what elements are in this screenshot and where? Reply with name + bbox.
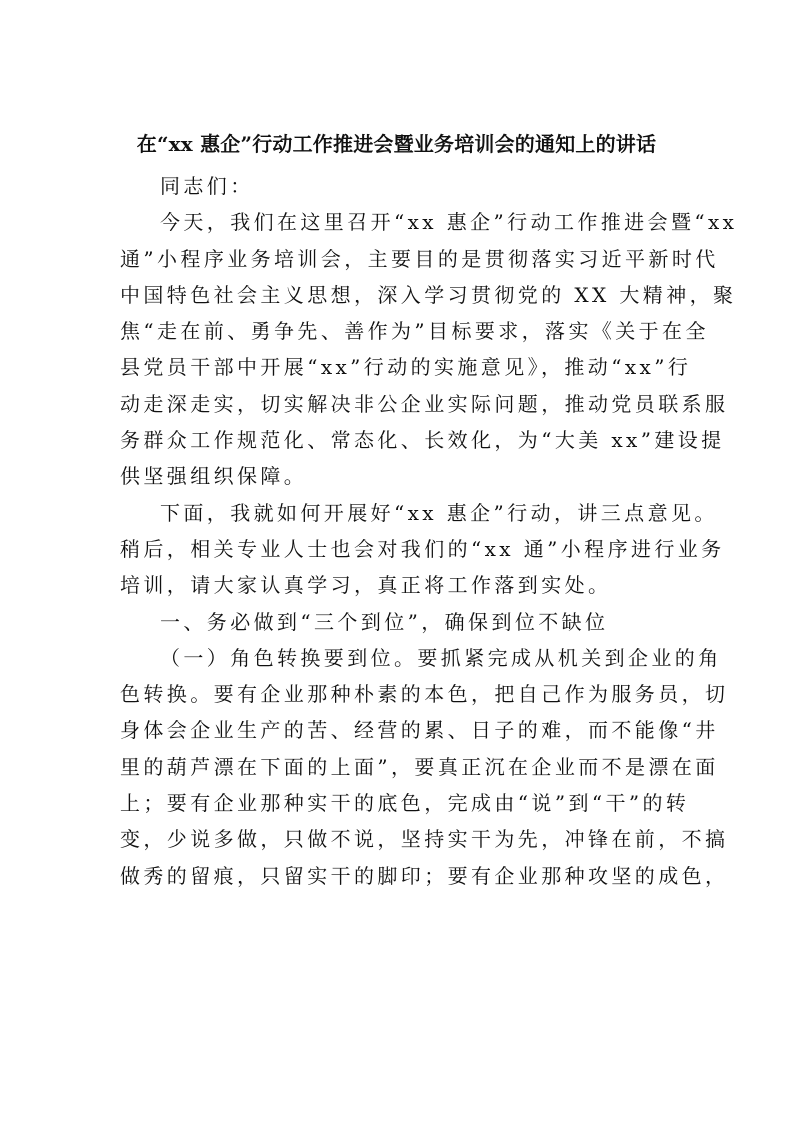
- paragraph-line: 务群众工作规范化、常态化、长效化，为“大美 xx”建设提: [120, 428, 725, 453]
- paragraph-line: 下面，我就如何开展好“xx 惠企”行动，讲三点意见。: [160, 500, 718, 525]
- paragraph-2: [120, 495, 725, 604]
- paragraph-1: [120, 204, 738, 494]
- paragraph-line: 上；要有企业那种实干的底色，完成由“说”到“干”的转: [120, 791, 690, 816]
- paragraph-line: 色转换。要有企业那种朴素的本色，把自己作为服务员，切: [120, 682, 729, 707]
- paragraph-line: 培训，请大家认真学习，真正将工作落到实处。: [120, 573, 612, 598]
- paragraph-3: [120, 640, 729, 894]
- paragraph-line: 县党员干部中开展“xx”行动的实施意见》，推动“xx”行: [120, 355, 692, 380]
- paragraph-line: 焦“走在前、勇争先、善作为”目标要求，落实《关于在全: [120, 319, 709, 344]
- paragraph-line: 供坚强组织保障。: [120, 464, 308, 489]
- greeting-line: 同志们：: [160, 174, 254, 198]
- paragraph-line: 变，少说多做，只做不说，坚持实干为先，冲锋在前，不搞: [120, 827, 729, 852]
- section-heading-1: [120, 604, 675, 640]
- paragraph-line: 稍后，相关专业人士也会对我们的“xx 通”小程序进行业务: [120, 536, 725, 561]
- paragraph-line: 做秀的留痕，只留实干的脚印；要有企业那种攻坚的成色，: [120, 863, 729, 888]
- greeting: [120, 168, 675, 204]
- section-heading-text: 一、务必做到“三个到位”，确保到位不缺位: [160, 609, 609, 634]
- paragraph-line: 通”小程序业务培训会，主要目的是贯彻落实习近平新时代: [120, 246, 719, 271]
- paragraph-line: 今天，我们在这里召开“xx 惠企”行动工作推进会暨“xx: [160, 210, 738, 235]
- paragraph-line: 身体会企业生产的苦、经营的累、日子的难，而不能像“井: [120, 718, 719, 743]
- paragraph-line: 里的葫芦漂在下面的上面”，要真正沉在企业而不是漂在面: [120, 754, 719, 779]
- document-body: [120, 168, 738, 894]
- document-title: 在“xx 惠企”行动工作推进会暨业务培训会的通知上的讲话: [136, 132, 657, 156]
- paragraph-line: 动走深走实，切实解决非公企业实际问题，推动党员联系服: [120, 391, 729, 416]
- paragraph-line: 中国特色社会主义思想，深入学习贯彻党的 XX 大精神，聚: [120, 282, 737, 307]
- paragraph-line: （一）角色转换要到位。要抓紧完成从机关到企业的角: [160, 645, 722, 670]
